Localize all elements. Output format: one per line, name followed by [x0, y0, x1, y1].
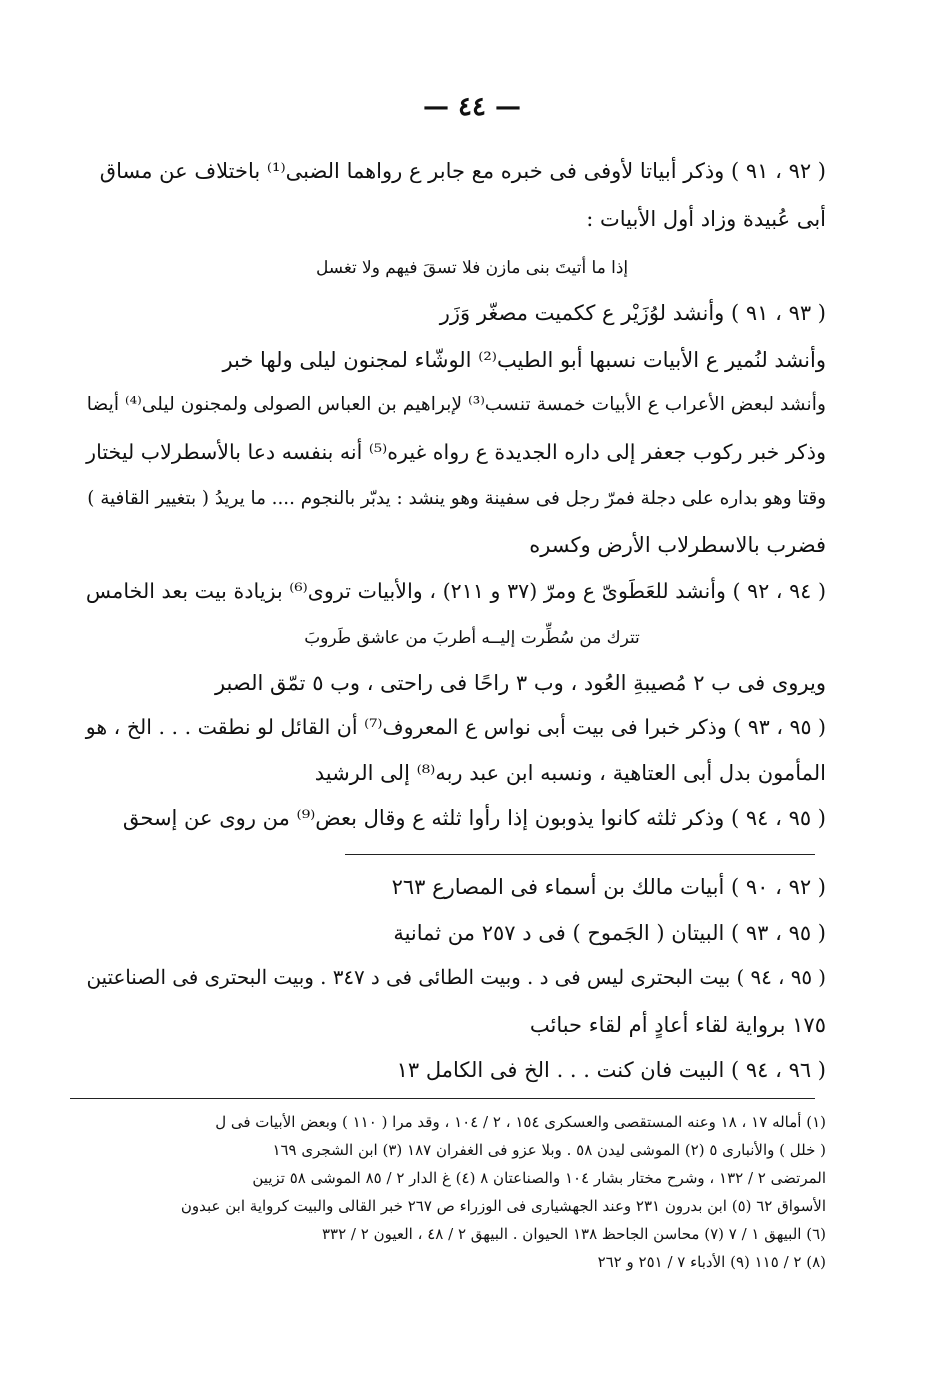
body-line: ( ٩٥ ، ٩٤ ) وذكر ثلثه كانوا يذوبون إذا رأوا ثلثه ع وقال بعض⁽⁹⁾ من روى عن إسحق [122, 806, 826, 830]
body-line: ( ٩٤ ، ٩٢ ) وأنشد للعَطَوىّ ع ومرّ (٣٧ و ٢١١) ، والأبيات تروى⁽⁶⁾ بزيادة بيت بعد الخامس [85, 579, 826, 603]
note-line: ( ٩٥ ، ٩٣ ) البيتان ( الجَموح ) فى د ٢٥٧ من ثمانية [393, 921, 826, 945]
body-line: ويروى فى ب ٢ مُصيبةِ العُود ، وب ٣ راحًا فى راحتى ، وب ٥ تمّق الصبر [214, 671, 826, 695]
body-line: ( ٩٥ ، ٩٣ ) وذكر خبرا فى بيت أبى نواس ع المعروف⁽⁷⁾ أن القائل لو نطقت . . . الخ ، هو [85, 715, 826, 739]
body-line: ( ٩٣ ، ٩١ ) وأنشد لوُزَيْر ع ككميت مصغّر وَزَر [439, 301, 826, 325]
note-line: ( ٩٥ ، ٩٤ ) بيت البحترى ليس فى د . وبيت الطائى فى د ٣٤٧ . وبيت البحترى فى الصناعتين [86, 966, 826, 989]
footnote-line: المرتضى ٢ / ١٣٢ ، وشرح مختار بشار ١٠٤ والصناعتان ٨ (٤) غ الدار ٢ / ٨٥ الموشى ٥٨ تزيين [252, 1169, 826, 1187]
body-line: وأنشد لبعض الأعراب ع الأبيات خمسة تنسب⁽³⁾ لإبراهيم بن العباس الصولى ولمجنون ليلى⁽⁴⁾ أيضا [86, 394, 826, 415]
verse-line: تترك من سُطِّرت إليــه أطربَ من عاشق طَروبَ [304, 627, 640, 647]
footnote-line: (١) أماله ١٧ ، ١٨ وعنه المستقصى والعسكرى ١٥٤ ، ٢ / ١٠٤ ، وقد مرا ( ١١٠ ) وبعض الأبيات فى ل [215, 1113, 826, 1131]
note-line: ( ٩٦ ، ٩٤ ) البيت فان كنت . . . الخ فى الكامل ١٣ [396, 1058, 826, 1082]
body-line: وأنشد لنُمير ع الأبيات نسبها أبو الطيب⁽²⁾ الوشّاء لمجنون ليلى ولها خبر [222, 348, 826, 372]
body-line: ( ٩٢ ، ٩١ ) وذكر أبياتا لأوفى فى خبره مع جابر ع رواهما الضبى⁽¹⁾ باختلاف عن مساق [99, 159, 826, 183]
body-line: أبى عُبيدة وزاد أول الأبيات : [586, 207, 826, 231]
verse-line: إذا ما أتيتَ بنى مازن فلا تسقَ فيهم ولا تغسل [315, 257, 629, 277]
note-line: ( ٩٢ ، ٩٠ ) أبيات مالك بن أسماء فى المصارع ٢٦٣ [391, 875, 826, 899]
section-divider [345, 854, 815, 855]
footnote-line: (٨) ٢ / ١١٥ (٩) الأدباء ٧ / ٢٥١ و ٢٦٢ [597, 1253, 826, 1271]
page-number: — ٤٤ — [422, 92, 522, 122]
body-line: وقتا وهو بداره على دجلة فمرّ رجل فى سفينة وهو ينشد : يدبّر بالنجوم .... ما يريدُ ( بتغيير القافية ) [87, 488, 826, 509]
footnote-line: (٦) البيهق ١ / ٧ (٧) محاسن الجاحظ ١٣٨ الحيوان . البيهق ٢ / ٤٨ ، العيون ٢ / ٣٣٢ [321, 1225, 826, 1243]
footnote-divider [70, 1098, 815, 1099]
note-line: ١٧٥ برواية لقاء أعادٍ أم لقاء حبائب [529, 1013, 826, 1037]
body-line: المأمون بدل أبى العتاهية ، ونسبه ابن عبد ربه⁽⁸⁾ إلى الرشيد [314, 761, 826, 785]
footnote-line: الأسواق ٦٢ (٥) ابن بدرون ٢٣١ وعند الجهشيارى فى الوزراء ص ٢٦٧ خبر القالى والبيت كرواية ابن عبدون [180, 1197, 826, 1215]
body-line: وذكر خبر ركوب جعفر إلى داره الجديدة ع رواه غيره⁽⁵⁾ أنه بنفسه دعا بالأسطرلاب ليختار [86, 440, 826, 464]
body-line: فضرب بالاسطرلاب الأرض وكسره [529, 533, 826, 557]
footnote-line: ( خلل ) والأنبارى ٥ (٢) الموشى ليدن ٥٨ . وبلا عزو فى الغفران ١٨٧ (٣) ابن الشجرى ١٦٩ [272, 1141, 826, 1159]
